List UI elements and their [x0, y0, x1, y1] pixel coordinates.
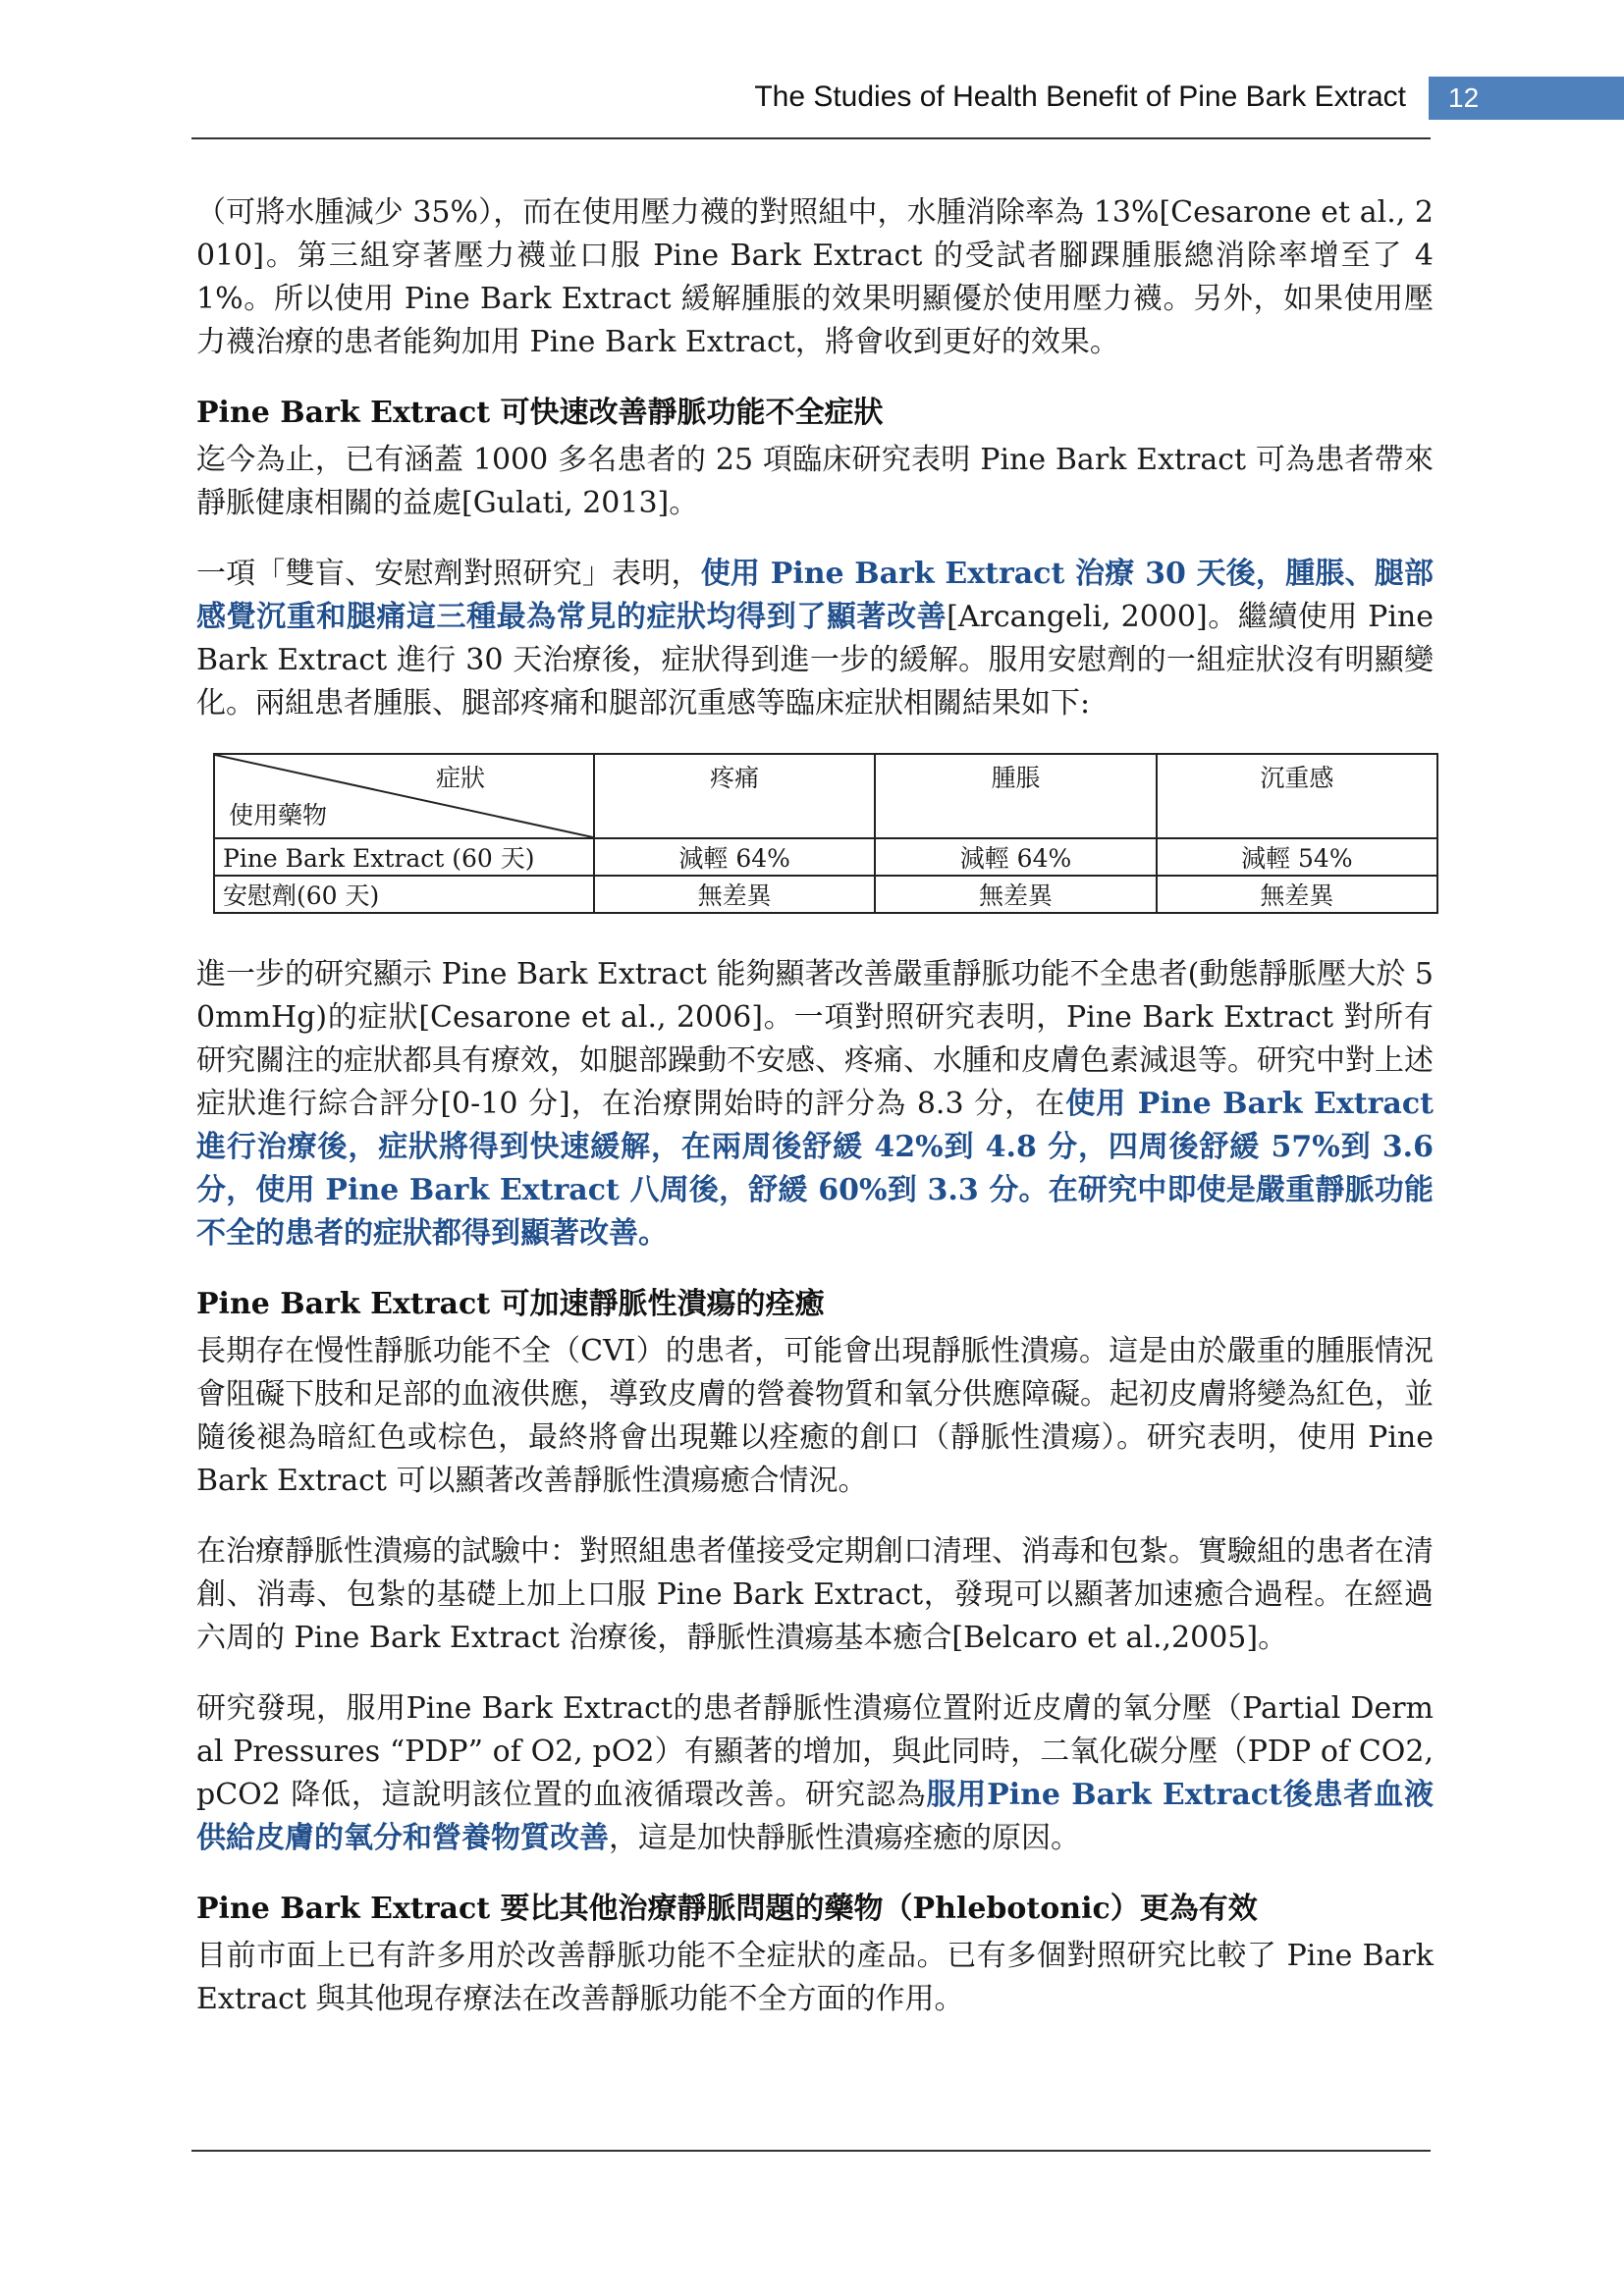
paragraph-3-rest: [Arcangeli, 2000]。繼續使用 Pine Bark Extract 進行 30 天治療後，症狀得到進一步的緩解。服用安慰劑的一組症狀沒有明顯變化。兩組患者腫脹、腿部疼痛和腿部沉重感等臨床症狀相關結果如下: — [196, 600, 1435, 721]
paragraph-4-highlight: 使用 Pine Bark Extract 進行治療後，症狀將得到快速緩解，在兩周後舒緩 42%到 4.8 分，四周後舒緩 57%到 3.6 分，使用 Pine Bark Extract 八周後，舒緩 60%到 3.3 分。在研究中即使是嚴重靜脈功能不全的患者的症狀都得到顯著改善。 — [196, 1087, 1434, 1251]
table-row — [214, 876, 1437, 913]
section-heading-2: Pine Bark Extract 可加速靜脈性潰瘍的痊癒 — [196, 1287, 825, 1321]
column-header-swelling: 腫脹 — [875, 754, 1156, 838]
running-header-title: The Studies of Health Benefit of Pine Bark Extract — [754, 80, 1406, 113]
main-content — [196, 191, 1434, 2049]
column-header-pain: 疼痛 — [594, 754, 875, 838]
paragraph-8: 目前市面上已有許多用於改善靜脈功能不全症狀的產品。已有多個對照研究比較了 Pine Bark Extract 與其他現存療法在改善靜脈功能不全方面的作用。 — [196, 1939, 1434, 2016]
table-cell: 無差異 — [1157, 876, 1437, 913]
paragraph-3-intro: 一項「雙盲、安慰劑對照研究」表明， — [196, 557, 701, 591]
row-label: Pine Bark Extract (60 天) — [214, 838, 594, 876]
paragraph-6: 在治療靜脈性潰瘍的試驗中：對照組患者僅接受定期創口清理、消毒和包紮。實驗組的患者在清創、消毒、包紮的基礎上加上口服 Pine Bark Extract，發現可以顯著加速癒合過程。在經過六周的 Pine Bark Extract 治療後，靜脈性潰瘍基本癒合[Belcaro et al.,2005]。 — [196, 1534, 1434, 1655]
symptom-results-table — [213, 753, 1438, 914]
table-cell: 減輕 64% — [875, 838, 1156, 876]
footer-divider — [191, 2150, 1431, 2152]
row-label: 安慰劑(60 天) — [214, 876, 594, 913]
paragraph-7 — [196, 1687, 1434, 1860]
paragraph-5: 長期存在慢性靜脈功能不全（CVI）的患者，可能會出現靜脈性潰瘍。這是由於嚴重的腫脹情況會阻礙下肢和足部的血液供應，導致皮膚的營養物質和氧分供應障礙。起初皮膚將變為紅色，並隨後褪為暗紅色或棕色，最終將會出現難以痊癒的創口（靜脈性潰瘍）。研究表明，使用 Pine Bark Extract 可以顯著改善靜脈性潰瘍癒合情況。 — [196, 1334, 1434, 1498]
corner-label-symptom: 症狀 — [435, 764, 485, 792]
section-heading-1: Pine Bark Extract 可快速改善靜脈功能不全症狀 — [196, 396, 884, 430]
paragraph-4 — [196, 953, 1434, 1255]
table-header-row — [214, 754, 1437, 838]
paragraph-7-highlight: 服用Pine Bark Extract後患者血液供給皮膚的氧分和營養物質改善 — [196, 1778, 1434, 1855]
table-cell: 無差異 — [875, 876, 1156, 913]
paragraph-1: （可將水腫減少 35%），而在使用壓力襪的對照組中，水腫消除率為 13%[Cesarone et al., 2010]。第三組穿著壓力襪並口服 Pine Bark Extract 的受試者腳踝腫脹總消除率增至了 41%。所以使用 Pine Bark Extract 緩解腫脹的效果明顯優於使用壓力襪。另外，如果使用壓力襪治療的患者能夠加用 Pine Bark Extract，將會收到更好的效果。 — [196, 195, 1434, 359]
page-number: 12 — [1448, 82, 1480, 113]
paragraph-3 — [196, 553, 1434, 725]
paragraph-4-intro: 進一步的研究顯示 Pine Bark Extract 能夠顯著改善嚴重靜脈功能不全患者(動態靜脈壓大於 50mmHg)的症狀[Cesarone et al., 2006]。一項對照研究表明，Pine Bark Extract 對所有研究關注的症狀都具有療效，如腿部躁動不安感、疼痛、水腫和皮膚色素減退等。研究中對上述症狀進行綜合評分[0-10 分]，在治療開始時的評分為 8.3 分，在 — [196, 957, 1434, 1121]
table-corner-cell — [214, 754, 594, 838]
table-cell: 減輕 64% — [594, 838, 875, 876]
table-cell: 無差異 — [594, 876, 875, 913]
paragraph-2: 迄今為止，已有涵蓋 1000 多名患者的 25 項臨床研究表明 Pine Bark Extract 可為患者帶來靜脈健康相關的益處[Gulati, 2013]。 — [196, 443, 1434, 520]
section-heading-3: Pine Bark Extract 要比其他治療靜脈問題的藥物（Phlebotonic）更為有效 — [196, 1892, 1258, 1926]
table-row — [214, 838, 1437, 876]
corner-label-medication: 使用藥物 — [229, 801, 328, 829]
page-number-badge — [1429, 77, 1624, 120]
paragraph-7-rest: ，這是加快靜脈性潰瘍痊癒的原因。 — [609, 1821, 1080, 1855]
column-header-heaviness: 沉重感 — [1157, 754, 1437, 838]
paragraph-7-intro: 研究發現，服用Pine Bark Extract的患者靜脈性潰瘍位置附近皮膚的氧分壓（Partial Dermal Pressures “PDP” of O2, pO2）有顯著的增加，與此同時，二氧化碳分壓（PDP of CO2, pCO2 降低，這說明該位置的血液循環改善。研究認為 — [196, 1691, 1434, 1812]
table-cell: 減輕 54% — [1157, 838, 1437, 876]
paragraph-3-highlight: 使用 Pine Bark Extract 治療 30 天後，腫脹、腿部感覺沉重和腿痛這三種最為常見的症狀均得到了顯著改善 — [196, 557, 1434, 634]
header-divider — [191, 137, 1431, 139]
